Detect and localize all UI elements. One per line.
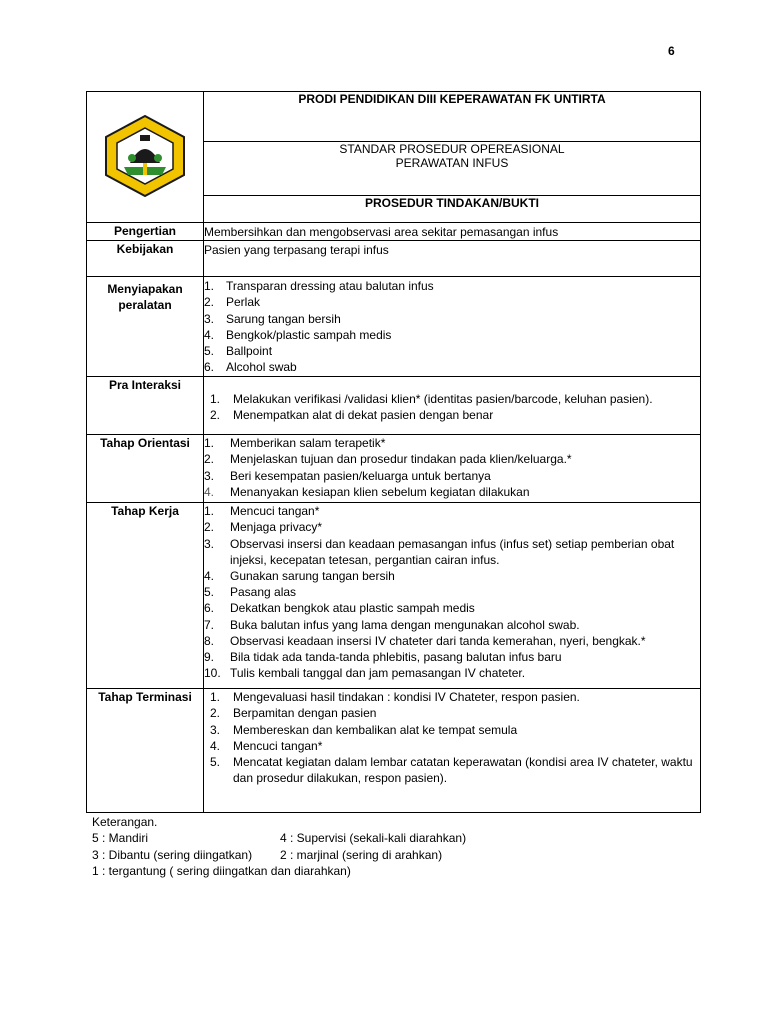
item-text: Menempatkan alat di dekat pasien dengan benar: [233, 408, 494, 423]
notes-row: [92, 847, 443, 863]
kerja-list: [204, 503, 701, 689]
item-number: 2.: [210, 706, 221, 721]
list-item: [204, 600, 700, 616]
note-level-2: 2 : marjinal (sering di arahkan): [280, 847, 443, 862]
label-text: Tahap Terminasi: [98, 690, 192, 705]
terminasi-list: [204, 689, 701, 813]
item-text: Pasang alas: [230, 585, 297, 600]
row-label-kebijakan: [87, 241, 204, 277]
row-label-peralatan: [87, 277, 204, 377]
university-seal-icon: [100, 113, 190, 199]
item-text: Beri kesempatan pasien/keluarga untuk bertanya: [230, 468, 491, 483]
label-text: Kebijakan: [116, 242, 174, 257]
item-number: 3.: [210, 722, 221, 737]
item-number: 1.: [204, 436, 215, 451]
item-text: Observasi keadaan insersi IV chateter dari tanda kemerahan, nyeri, bengkak.*: [230, 633, 646, 648]
label-text: Pengertian: [113, 224, 176, 238]
item-number: 3.: [204, 468, 215, 483]
item-number: 6.: [204, 601, 215, 616]
item-text: Berpamitan dengan pasien: [233, 706, 377, 721]
list-item: [204, 617, 700, 633]
item-text: Menjelaskan tujuan dan prosedur tindakan pada klien/keluarga.*: [230, 452, 572, 467]
item-text: Perlak: [226, 295, 261, 310]
sop-title-line2: PERAWATAN INFUS: [395, 156, 509, 170]
item-number: 5.: [204, 585, 215, 600]
item-text: Gunakan sarung tangan bersih: [230, 569, 395, 584]
item-text: Buka balutan infus yang lama dengan mengunakan alcohol swab.: [230, 617, 580, 632]
pra-interaksi-list: [204, 377, 701, 435]
list-item: [204, 451, 700, 467]
sop-title: [204, 142, 701, 196]
pengertian-text: Membersihkan dan mengobservasi area sekitar pemasangan infus: [204, 223, 701, 241]
notes-title: Keterangan.: [92, 815, 158, 829]
row-label-kerja: [87, 503, 204, 689]
item-text: Memberikan salam terapetik*: [230, 436, 386, 451]
list-item: [210, 705, 700, 721]
list-item: [204, 311, 700, 327]
row-label-pengertian: [87, 223, 204, 241]
row-label-pra-interaksi: [87, 377, 204, 435]
notes-row: [92, 830, 467, 846]
item-text: Ballpoint: [226, 344, 273, 359]
item-text: Bengkok/plastic sampah medis: [226, 327, 392, 342]
item-text: Tulis kembali tanggal dan jam pemasangan IV chateter.: [230, 666, 526, 681]
item-number: 7.: [204, 617, 215, 632]
orientasi-list: [204, 435, 701, 503]
sop-table: [86, 91, 701, 813]
item-text: Membereskan dan kembalikan alat ke tempat semula: [233, 722, 518, 737]
item-number: 1.: [210, 392, 221, 407]
list-item: [204, 278, 700, 294]
item-number: 5.: [210, 755, 221, 770]
label-text: peralatan: [118, 298, 172, 313]
item-text: Melakukan verifikasi /validasi klien* (identitas pasien/barcode, keluhan pasien).: [233, 392, 653, 407]
list-item: [204, 519, 700, 535]
item-number: 4.: [210, 738, 221, 753]
row-label-terminasi: [87, 689, 204, 813]
logo-cell: [87, 92, 204, 223]
item-text: Mencatat kegiatan dalam lembar catatan keperawatan (kondisi area IV chateter, waktu dan prosedur dilakukan, respon pasien).: [233, 755, 693, 786]
label-text: Pra Interaksi: [108, 378, 182, 393]
item-text: Transparan dressing atau balutan infus: [226, 279, 434, 294]
item-number: 2.: [204, 295, 215, 310]
item-text: Observasi insersi dan keadaan pemasangan infus (infus set) setiap pemberian obat injeksi, kecepatan tetesan, pergantian cairan infus.: [230, 536, 675, 567]
list-item: [204, 294, 700, 310]
list-item: [204, 503, 700, 519]
kebijakan-text: Pasien yang terpasang terapi infus: [204, 241, 701, 277]
item-number: 5.: [204, 344, 215, 359]
item-number: 1.: [210, 690, 221, 705]
list-item: [204, 568, 700, 584]
item-number: 10.: [204, 666, 221, 681]
note-level-1: 1 : tergantung ( sering diingatkan dan diarahkan): [92, 864, 351, 879]
item-number: 4.: [204, 569, 215, 584]
legend-notes: [92, 814, 467, 880]
note-level-3: 3 : Dibantu (sering diingatkan): [92, 847, 253, 862]
item-text: Sarung tangan bersih: [226, 311, 341, 326]
item-number: 2.: [204, 520, 215, 535]
item-number: 4.: [204, 327, 215, 342]
item-number: 1.: [204, 504, 215, 519]
list-item: [204, 327, 700, 343]
item-number: 8.: [204, 633, 215, 648]
section-title: PROSEDUR TINDAKAN/BUKTI: [204, 196, 701, 223]
peralatan-list: [204, 277, 701, 377]
list-item: [210, 689, 700, 705]
list-item: [204, 359, 700, 375]
item-number: 1.: [204, 279, 215, 294]
list-item: [204, 649, 700, 665]
list-item: [210, 738, 700, 754]
sop-title-line1: STANDAR PROSEDUR OPEREASIONAL: [339, 142, 565, 156]
list-item: [204, 633, 700, 649]
item-text: Menanyakan kesiapan klien sebelum kegiatan dilakukan: [230, 484, 530, 499]
item-text: Menjaga privacy*: [230, 520, 323, 535]
item-number: 4.: [204, 484, 215, 499]
list-item: [204, 484, 700, 500]
item-number: 6.: [204, 360, 215, 375]
item-text: Mencuci tangan*: [230, 504, 320, 519]
list-item: [210, 391, 700, 407]
item-text: Mencuci tangan*: [233, 738, 323, 753]
label-text: Menyiapakan: [107, 282, 183, 297]
page-number: 6: [668, 44, 675, 58]
list-item: [210, 754, 700, 786]
label-text: Tahap Kerja: [111, 504, 179, 519]
list-item: [204, 343, 700, 359]
item-number: 2.: [210, 408, 221, 423]
item-number: 9.: [204, 650, 215, 665]
list-item: [204, 665, 700, 681]
item-text: Mengevaluasi hasil tindakan : kondisi IV Chateter, respon pasien.: [233, 690, 580, 705]
list-item: [204, 536, 700, 568]
item-text: Alcohol swab: [226, 360, 297, 375]
item-number: 3.: [204, 311, 215, 326]
note-level-4: 4 : Supervisi (sekali-kali diarahkan): [280, 831, 467, 846]
label-text: Tahap Orientasi: [100, 436, 190, 451]
item-text: Bila tidak ada tanda-tanda phlebitis, pasang balutan infus baru: [230, 650, 562, 665]
list-item: [210, 407, 700, 423]
item-number: 3.: [204, 536, 215, 551]
row-label-orientasi: [87, 435, 204, 503]
list-item: [204, 468, 700, 484]
item-text: Dekatkan bengkok atau plastic sampah medis: [230, 601, 475, 616]
list-item: [204, 584, 700, 600]
item-number: 2.: [204, 452, 215, 467]
institution-title: PRODI PENDIDIKAN DIII KEPERAWATAN FK UNTIRTA: [204, 92, 701, 142]
list-item: [204, 435, 700, 451]
list-item: [210, 722, 700, 738]
note-level-5: 5 : Mandiri: [92, 831, 149, 846]
